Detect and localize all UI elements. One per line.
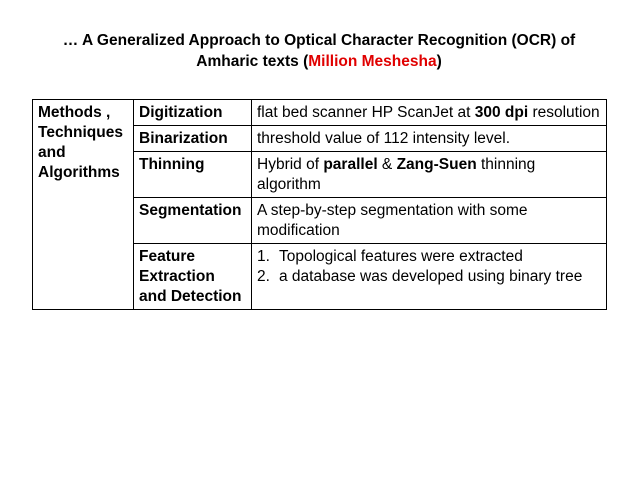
list-item-number: 1. — [257, 248, 270, 265]
description-text: threshold value of 112 intensity level. — [257, 130, 511, 147]
methods-table-body — [33, 100, 607, 310]
slide-title — [0, 30, 638, 72]
step-name-cell: Digitization — [134, 100, 252, 126]
description-emphasis: Zang-Suen — [396, 156, 477, 173]
step-name-cell: Feature Extraction and Detection — [134, 244, 252, 310]
step-name-cell: Segmentation — [134, 198, 252, 244]
step-description-cell — [252, 126, 607, 152]
title-line-2-suffix: ) — [436, 53, 442, 70]
description-text: flat bed scanner HP ScanJet at — [257, 104, 475, 121]
methods-table — [32, 99, 607, 310]
description-list — [257, 247, 601, 287]
description-text: thinning algorithm — [257, 156, 536, 193]
description-text: A step-by-step segmentation with some modification — [257, 202, 528, 239]
description-text: resolution — [528, 104, 600, 121]
table-row — [33, 100, 607, 126]
description-text: & — [377, 156, 397, 173]
step-description-cell — [252, 152, 607, 198]
step-description-cell — [252, 198, 607, 244]
list-item-text: Topological features were extracted — [279, 248, 523, 265]
category-cell: Methods , Techniques and Algorithms — [33, 100, 134, 310]
list-item-number: 2. — [257, 268, 270, 285]
author-name: Million Meshesha — [308, 53, 437, 70]
title-line-2-prefix: Amharic texts ( — [196, 53, 309, 70]
list-item — [257, 267, 601, 287]
list-item-text: a database was developed using binary tree — [279, 268, 583, 285]
title-line-2 — [0, 51, 638, 72]
description-emphasis: parallel — [323, 156, 378, 173]
list-item — [257, 247, 601, 267]
description-text: Hybrid of — [257, 156, 324, 173]
title-line-1: … A Generalized Approach to Optical Character Recognition (OCR) of — [62, 32, 576, 49]
step-name-cell: Thinning — [134, 152, 252, 198]
step-name-cell: Binarization — [134, 126, 252, 152]
description-emphasis: 300 dpi — [474, 104, 529, 121]
step-description-cell — [252, 244, 607, 310]
step-description-cell — [252, 100, 607, 126]
